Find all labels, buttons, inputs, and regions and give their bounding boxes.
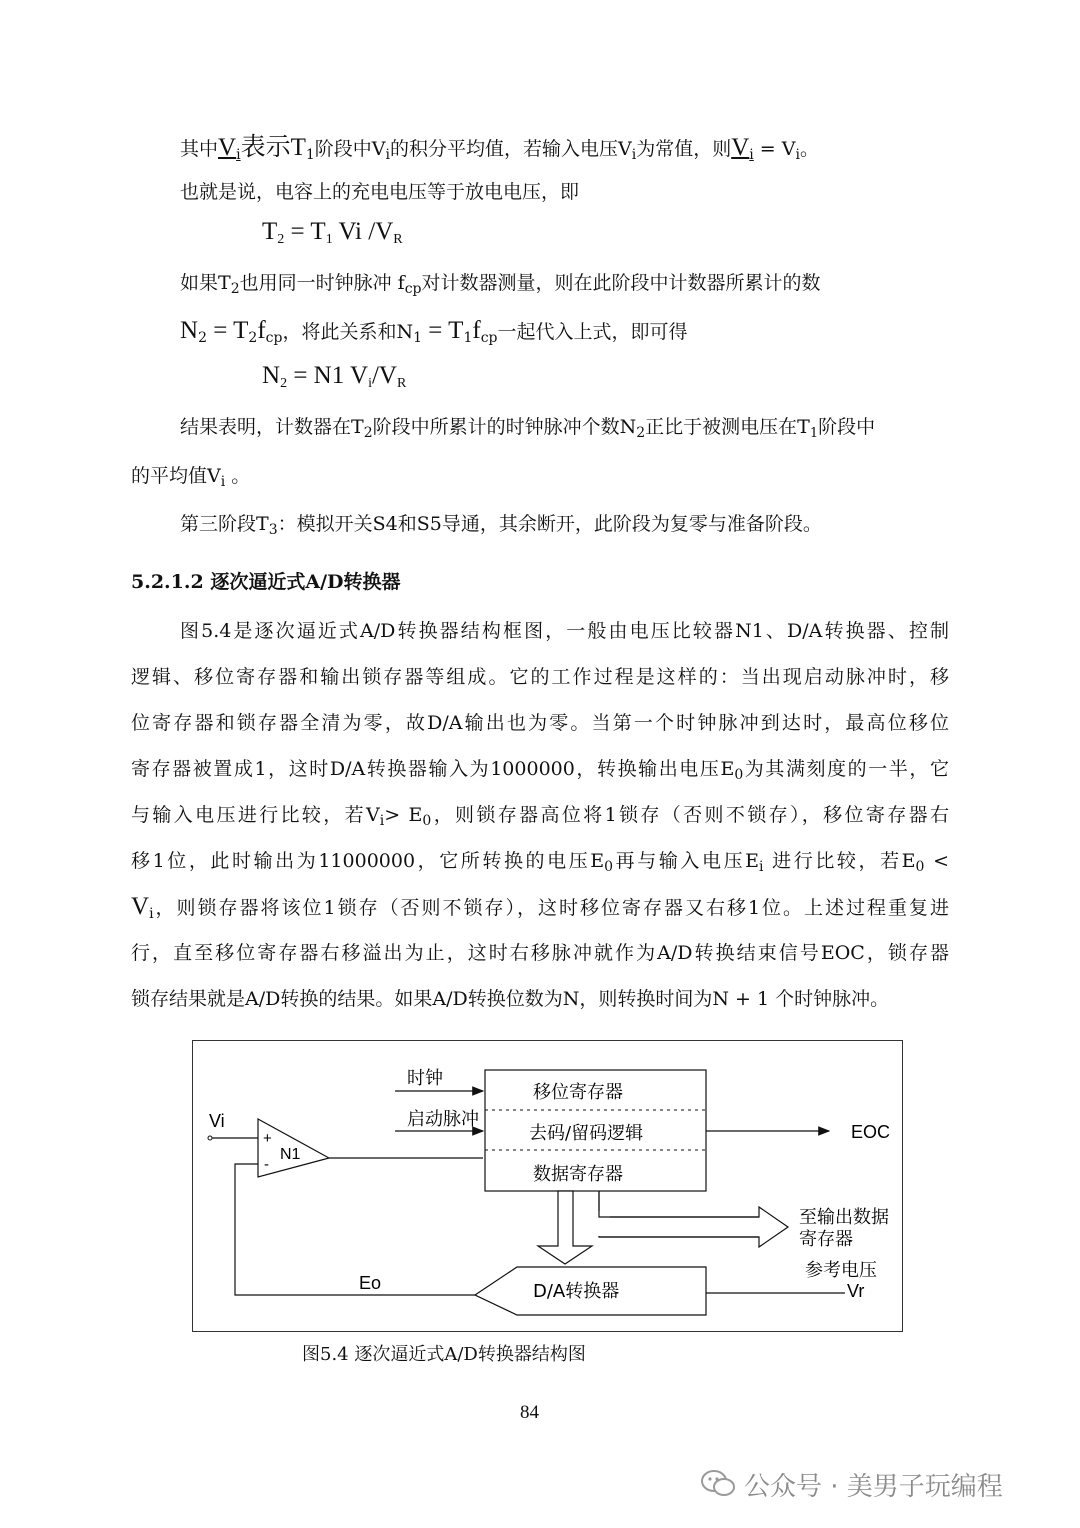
paragraph-line: 如果$T_2$也用同一时钟脉冲 $f_{cp}$对计数器测量，则在此阶段中计数器所累计的数 [180,272,821,297]
paragraph-line: 移1位，此时输出为11000000，它所转换的电压$E_0$再与输入电压$E_i$ 进行比较，若$E_0$ < [131,850,949,875]
comparator-minus: - [264,1156,269,1173]
wechat-icon [700,1468,736,1498]
feedback-wire [235,1164,475,1295]
block-diagram-figure [192,1040,903,1332]
watermark-text: 公众号 · 美男子玩编程 [744,1472,1003,1502]
vi-terminal [208,1136,212,1140]
figure-caption: 图5.4 逐次逼近式A/D转换器结构图 [302,1344,586,1365]
paragraph-line: 结果表明，计数器在$T_2$阶段中所累计的时钟脉冲个数$N_2$正比于被测电压在$T_1$阶段中 [180,416,876,441]
paragraph-line: 的平均值$V_i$ 。 [131,465,251,490]
start-pulse-label: 启动脉冲 [407,1109,479,1130]
paragraph-line: 逻辑、移位寄存器和输出锁存器等组成。它的工作过程是这样的：当出现启动脉冲时，移 [131,666,949,688]
paragraph-line: 寄存器被置成1，这时D/A转换器输入为1000000，转换输出电压$E_0$为其满刻度的一半，它 [131,758,949,783]
vi-label: Vi [209,1111,225,1131]
paragraph-line: 图5.4是逐次逼近式A/D转换器结构框图，一般由电压比较器N1、D/A转换器、控制 [180,620,949,642]
bus-edge [599,1191,759,1217]
shift-register-label: 移位寄存器 [533,1082,623,1103]
paragraph-line: $V_i$，则锁存器将该位1锁存（否则不锁存），这时移位寄存器又右移1位。上述过程重复进 [131,893,949,922]
paragraph-line: 第三阶段$T_3$：模拟开关S4和S5导通，其余断开，此阶段为复零与准备阶段。 [180,513,822,538]
comparator-plus: + [263,1130,272,1147]
paragraph-line: 行，直至移位寄存器右移溢出为止，这时右移脉冲就作为A/D转换结束信号EOC，锁存器 [131,942,949,964]
eoc-label: EOC [851,1122,891,1142]
paragraph-line: 锁存结果就是A/D转换的结果。如果A/D转换位数为N，则转换时间为N + 1 个时钟脉冲。 [131,988,890,1010]
ref-voltage-label: 参考电压 [805,1260,877,1281]
clock-label: 时钟 [407,1068,443,1089]
bus-arrow-to-dac [538,1191,592,1264]
paragraph-line: 其中$V_i$表示$T_1$阶段中$V_i$的积分平均值，若输入电压$V_i$为常值，则$V_i = V_i$。 [180,134,819,163]
formula-t2: $T_2 = T_1$ Vi $/V_R$ [262,218,403,247]
paragraph-line: 也就是说，电容上的充电电压等于放电电压，即 [180,181,580,203]
data-register-label: 数据寄存器 [533,1164,623,1185]
vr-label: Vr [847,1281,865,1301]
dac-label: D/A转换器 [533,1281,620,1302]
to-output-label-2: 寄存器 [799,1229,853,1250]
eo-label: Eo [359,1273,382,1293]
page-number: 84 [520,1402,539,1423]
paragraph-line: 与输入电压进行比较，若$V_i> E_0$，则锁存器高位将1锁存（否则不锁存），移位寄存器右 [131,804,949,829]
to-output-label-1: 至输出数据 [799,1207,889,1228]
formula-n2: $N_2 = N1$ $V_i/V_R$ [262,362,407,391]
paragraph-line: $N_2 = T_2f_{cp}$，将此关系和$N_1 = T_1f_{cp}$一起代入上式，即可得 [180,317,688,346]
bus-arrow-to-output [599,1191,788,1247]
bus-arrow-mask [598,1211,610,1236]
block-diagram [193,1041,904,1333]
body-paragraph [131,608,949,1022]
paragraph-line: 位寄存器和锁存器全清为零，故D/A输出也为零。当第一个时钟脉冲到达时，最高位移位 [131,712,949,734]
logic-label: 去码/留码逻辑 [529,1123,644,1144]
section-heading: 5.2.1.2 逐次逼近式A/D转换器 [131,571,401,593]
comparator-label: N1 [280,1146,301,1163]
